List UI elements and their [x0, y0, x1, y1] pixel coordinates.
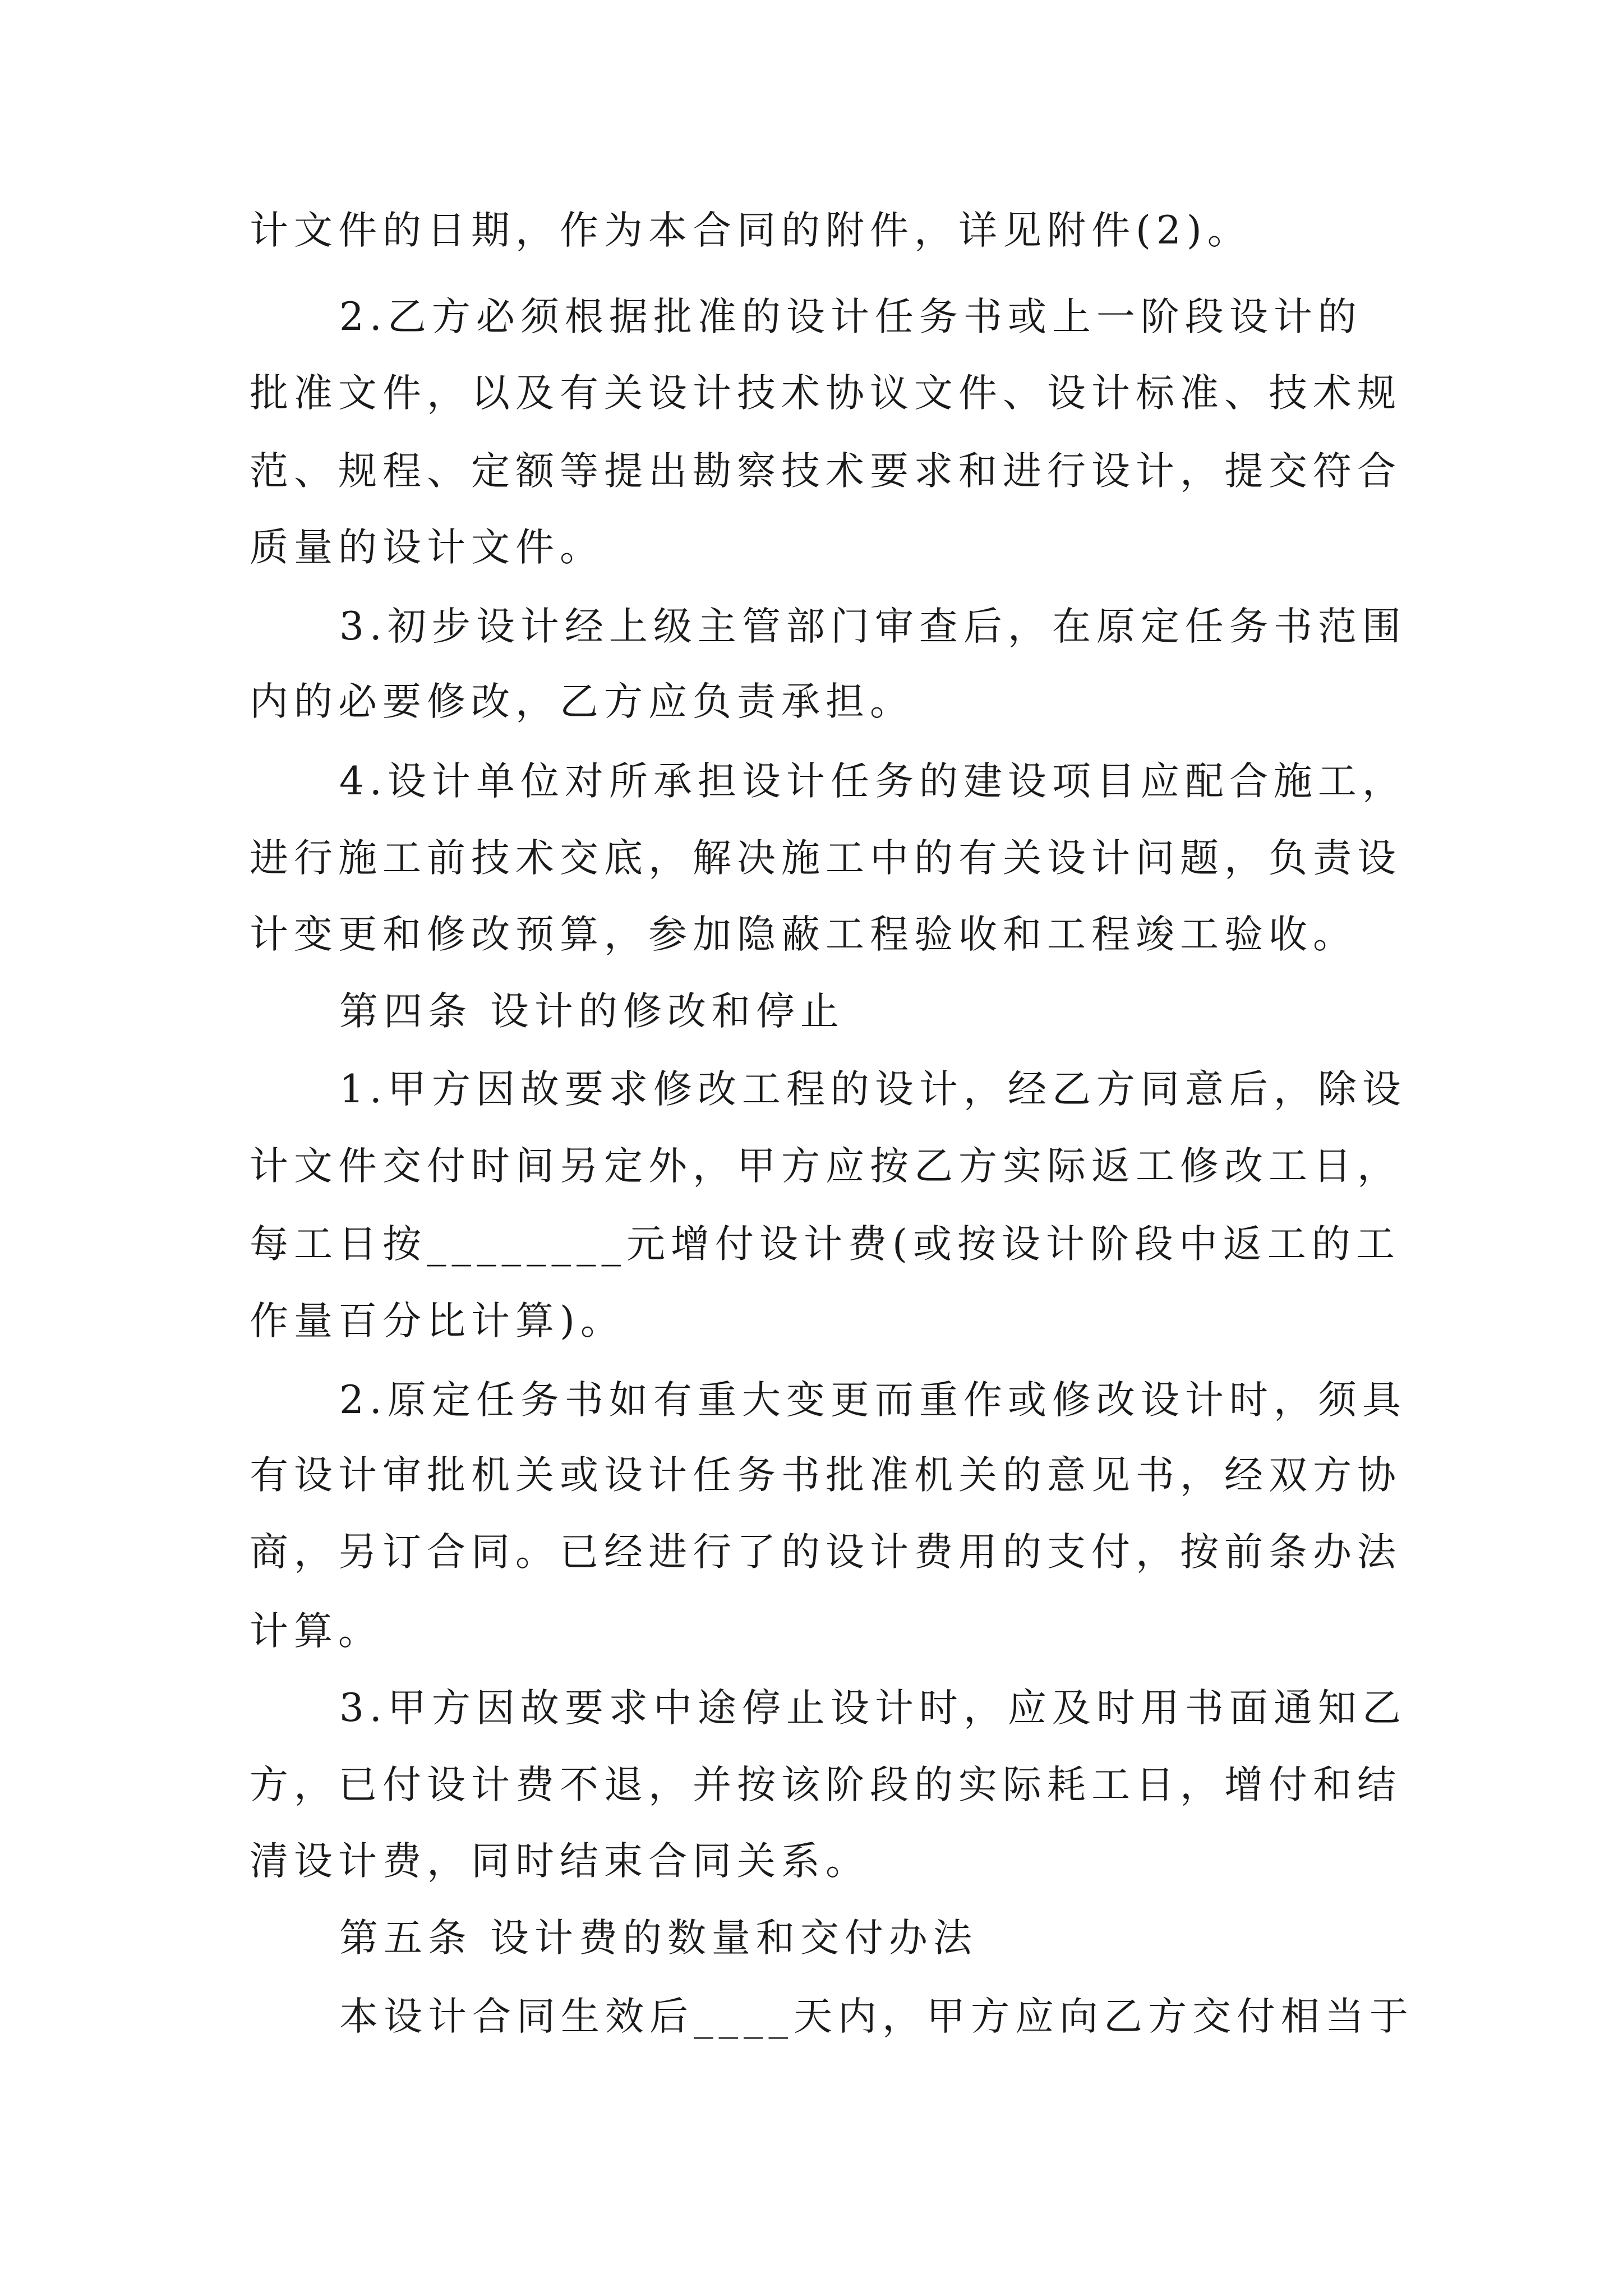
text-line: 3.甲方因故要求中途停止设计时，应及时用书面通知乙 — [339, 1686, 1407, 1731]
text-line: 作量百分比计算)。 — [250, 1299, 625, 1343]
text-line: 2.乙方必须根据批准的设计任务书或上一阶段设计的 — [339, 295, 1362, 339]
text-line: 范、规程、定额等提出勘察技术要求和进行设计，提交符合 — [250, 449, 1401, 494]
text-segment: 元增付设计费(或按设计阶段中返工的工 — [626, 1222, 1400, 1267]
section-heading: 第五条 设计费的数量和交付办法 — [339, 1916, 978, 1961]
text-line: 内的必要修改，乙方应负责承担。 — [250, 679, 914, 724]
text-segment: 本设计合同生效后 — [339, 1994, 694, 2039]
section-heading: 第四条 设计的修改和停止 — [339, 989, 845, 1034]
text-line: 4.设计单位对所承担设计任务的建设项目应配合施工， — [339, 759, 1407, 804]
text-line: 计变更和修改预算，参加隐蔽工程验收和工程竣工验收。 — [250, 912, 1357, 957]
text-line: 1.甲方因故要求修改工程的设计，经乙方同意后，除设 — [339, 1067, 1407, 1112]
fill-in-blank: ________ — [427, 1222, 626, 1267]
text-line: 质量的设计文件。 — [250, 525, 604, 570]
text-line: 计文件的日期，作为本合同的附件，详见附件(2)。 — [250, 208, 1252, 253]
text-segment: 天内，甲方应向乙方交付相当于 — [794, 1994, 1414, 2039]
text-line: 有设计审批机关或设计任务书批准机关的意见书，经双方协 — [250, 1453, 1401, 1498]
text-line: 批准文件，以及有关设计技术协议文件、设计标准、技术规 — [250, 371, 1401, 416]
fill-in-blank: ____ — [694, 1994, 794, 2039]
text-line: 方，已付设计费不退，并按该阶段的实际耗工日，增付和结 — [250, 1763, 1401, 1807]
text-segment: 每工日按 — [250, 1222, 427, 1267]
text-line: 2.原定任务书如有重大变更而重作或修改设计时，须具 — [339, 1378, 1407, 1423]
text-line: 3.初步设计经上级主管部门审查后，在原定任务书范围 — [339, 604, 1407, 649]
text-line-with-blank — [250, 1216, 1400, 1272]
text-line: 计文件交付时间另定外，甲方应按乙方实际返工修改工日， — [250, 1144, 1401, 1189]
text-line: 商，另订合同。已经进行了的设计费用的支付，按前条办法 — [250, 1530, 1401, 1575]
text-line: 计算。 — [250, 1609, 382, 1654]
text-line: 进行施工前技术交底，解决施工中的有关设计问题，负责设 — [250, 836, 1401, 881]
text-line: 清设计费，同时结束合同关系。 — [250, 1839, 870, 1884]
text-line-with-blank — [339, 1989, 1414, 2045]
